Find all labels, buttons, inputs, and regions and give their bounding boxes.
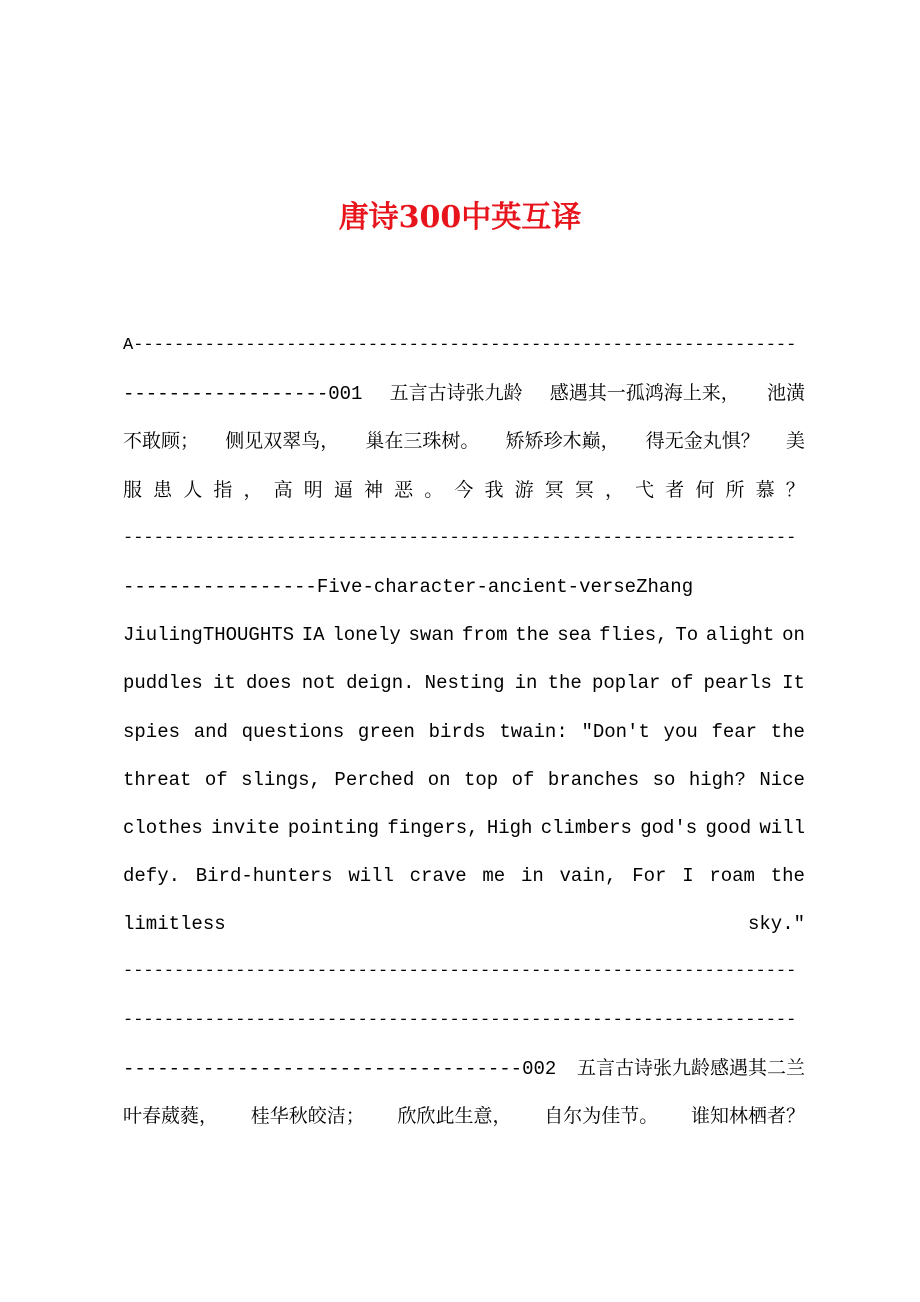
text-segment: the (515, 624, 550, 647)
text-segment: spies (123, 720, 181, 743)
text-segment: 游 (514, 479, 534, 502)
text-segment: 欣欣此生意， (397, 1106, 512, 1128)
text-segment: -----------------------------------002 (123, 1057, 557, 1080)
text-segment: top (463, 768, 499, 791)
text-segment: High (486, 816, 533, 839)
text-line (123, 467, 805, 515)
text-segment: IA (301, 624, 325, 647)
text-segment: twain: (499, 720, 568, 743)
text-segment: will (759, 816, 805, 839)
text-segment: 谁知林栖者？ (690, 1106, 805, 1128)
text-segment: does (245, 672, 292, 695)
text-segment: you (663, 720, 698, 743)
text-segment: the (770, 865, 805, 888)
text-segment: ？ (785, 479, 805, 502)
text-line (123, 804, 805, 852)
text-segment: 人 (183, 479, 203, 502)
text-segment: in (514, 672, 538, 695)
text-segment: 五言古诗张九龄感遇其二兰 (576, 1057, 805, 1080)
text-segment: 逼 (333, 479, 353, 502)
text-segment: threat (123, 768, 192, 791)
text-segment: flies, (599, 624, 668, 647)
text-line (123, 948, 805, 996)
text-segment: on (427, 768, 451, 791)
text-segment: pointing (287, 816, 380, 839)
text-segment: pearls (703, 672, 772, 695)
text-segment: 慕 (755, 479, 775, 502)
text-segment: 感遇其一孤鸿海上来， (549, 383, 740, 406)
text-segment: green (357, 720, 415, 743)
text-segment: roam (709, 865, 755, 888)
text-segment: swan (408, 624, 455, 647)
text-segment: of (670, 672, 694, 695)
text-segment: 患 (153, 479, 173, 502)
text-segment: will (348, 865, 394, 888)
text-line (123, 418, 805, 466)
text-segment: slings, (241, 768, 321, 791)
text-line (123, 1093, 805, 1141)
text-segment: crave (409, 865, 467, 888)
text-segment: 弋 (635, 479, 655, 502)
text-segment: clothes (123, 816, 203, 839)
text-segment: 者 (665, 479, 685, 502)
text-segment: vain, (559, 865, 617, 888)
text-segment: poplar (592, 672, 661, 695)
text-line (123, 563, 805, 611)
text-line (123, 611, 805, 659)
text-segment: 今 (454, 479, 474, 502)
text-segment: branches (547, 768, 640, 791)
text-segment: 巢在三珠树。 (365, 431, 480, 454)
text-segment: ， (605, 479, 625, 502)
text-segment: ------------------------------------------------------------------ (123, 1010, 797, 1030)
text-segment: defy. (123, 865, 181, 888)
text-segment: 指 (213, 479, 233, 502)
text-segment: the (547, 672, 582, 695)
text-segment: limitless (123, 913, 226, 936)
text-segment: good (705, 816, 752, 839)
text-segment: 何 (695, 479, 715, 502)
text-segment: 所 (725, 479, 745, 502)
text-segment: fingers, (387, 816, 479, 839)
text-segment: 我 (484, 479, 504, 502)
text-segment: 得无金丸惧？ (645, 431, 760, 454)
text-segment: so (652, 768, 676, 791)
text-segment: 高 (273, 479, 293, 502)
text-segment: 自尔为佳节。 (544, 1106, 659, 1128)
text-segment: 侧见双翠鸟， (225, 431, 340, 454)
text-segment: It (782, 672, 805, 695)
text-segment: "Don't (581, 720, 650, 743)
text-segment: puddles (123, 672, 203, 695)
text-line (123, 659, 805, 707)
text-segment: To (675, 624, 699, 647)
text-segment: 池潢 (766, 383, 805, 406)
text-line (123, 322, 805, 370)
text-segment: 美 (785, 431, 805, 454)
text-segment: of (204, 768, 228, 791)
text-line (123, 997, 805, 1045)
text-segment: ， (243, 479, 263, 502)
text-segment: 叶春葳蕤， (123, 1106, 219, 1128)
text-segment: 五言古诗张九龄 (389, 383, 523, 406)
text-segment: lonely (332, 624, 401, 647)
text-segment: invite (211, 816, 280, 839)
text-segment: 神 (364, 479, 384, 502)
text-line (123, 756, 805, 804)
text-segment: 恶 (394, 479, 414, 502)
text-segment: 冥 (544, 479, 564, 502)
text-segment: it (212, 672, 236, 695)
document-body (123, 322, 805, 1141)
text-segment: 冥 (574, 479, 594, 502)
text-segment: not (301, 672, 336, 695)
text-segment: 。 (424, 479, 444, 502)
text-segment: deign. (346, 672, 415, 695)
text-segment: the (770, 720, 805, 743)
text-segment: 服 (123, 479, 143, 502)
text-segment: 明 (303, 479, 323, 502)
text-segment: questions (241, 720, 345, 743)
text-line (123, 515, 805, 563)
text-line (123, 900, 805, 948)
text-segment: ------------------------------------------------------------------ (123, 528, 797, 548)
text-segment: JiulingTHOUGHTS (123, 624, 295, 647)
text-segment: Nesting (424, 672, 505, 695)
text-segment: Nice (759, 768, 805, 791)
text-line (123, 1045, 805, 1093)
text-segment: climbers (540, 816, 632, 839)
text-line (123, 708, 805, 756)
text-segment: fear (711, 720, 758, 743)
text-segment: from (461, 624, 508, 647)
text-segment: 矫矫珍木巅， (505, 431, 620, 454)
text-segment: high? (688, 768, 746, 791)
text-segment: sky." (747, 913, 805, 936)
text-segment: For (632, 865, 667, 888)
text-line (123, 370, 805, 418)
text-segment: sea (557, 624, 592, 647)
text-segment: ------------------------------------------------------------------ (123, 962, 797, 982)
text-segment: and (193, 720, 228, 743)
text-segment: A----------------------------------------------------------------- (123, 336, 797, 355)
text-segment: ------------------001 (123, 383, 363, 406)
text-segment: god's (640, 816, 698, 839)
text-segment: 不敢顾； (123, 431, 200, 454)
text-segment: birds (428, 720, 486, 743)
text-segment: 桂华秋皎洁； (250, 1106, 365, 1128)
text-segment: Bird-hunters (195, 865, 333, 888)
text-segment: -----------------Five-character-ancient-verseZhang (123, 575, 694, 598)
text-segment: of (511, 768, 535, 791)
text-segment: me (482, 865, 506, 888)
text-line (123, 852, 805, 900)
text-segment: alight (705, 624, 775, 647)
text-segment: on (782, 624, 805, 647)
text-segment: in (520, 865, 544, 888)
text-segment: Perched (334, 768, 415, 791)
text-segment: I (682, 865, 694, 888)
document-title: 唐诗300中英互译 (338, 200, 582, 235)
